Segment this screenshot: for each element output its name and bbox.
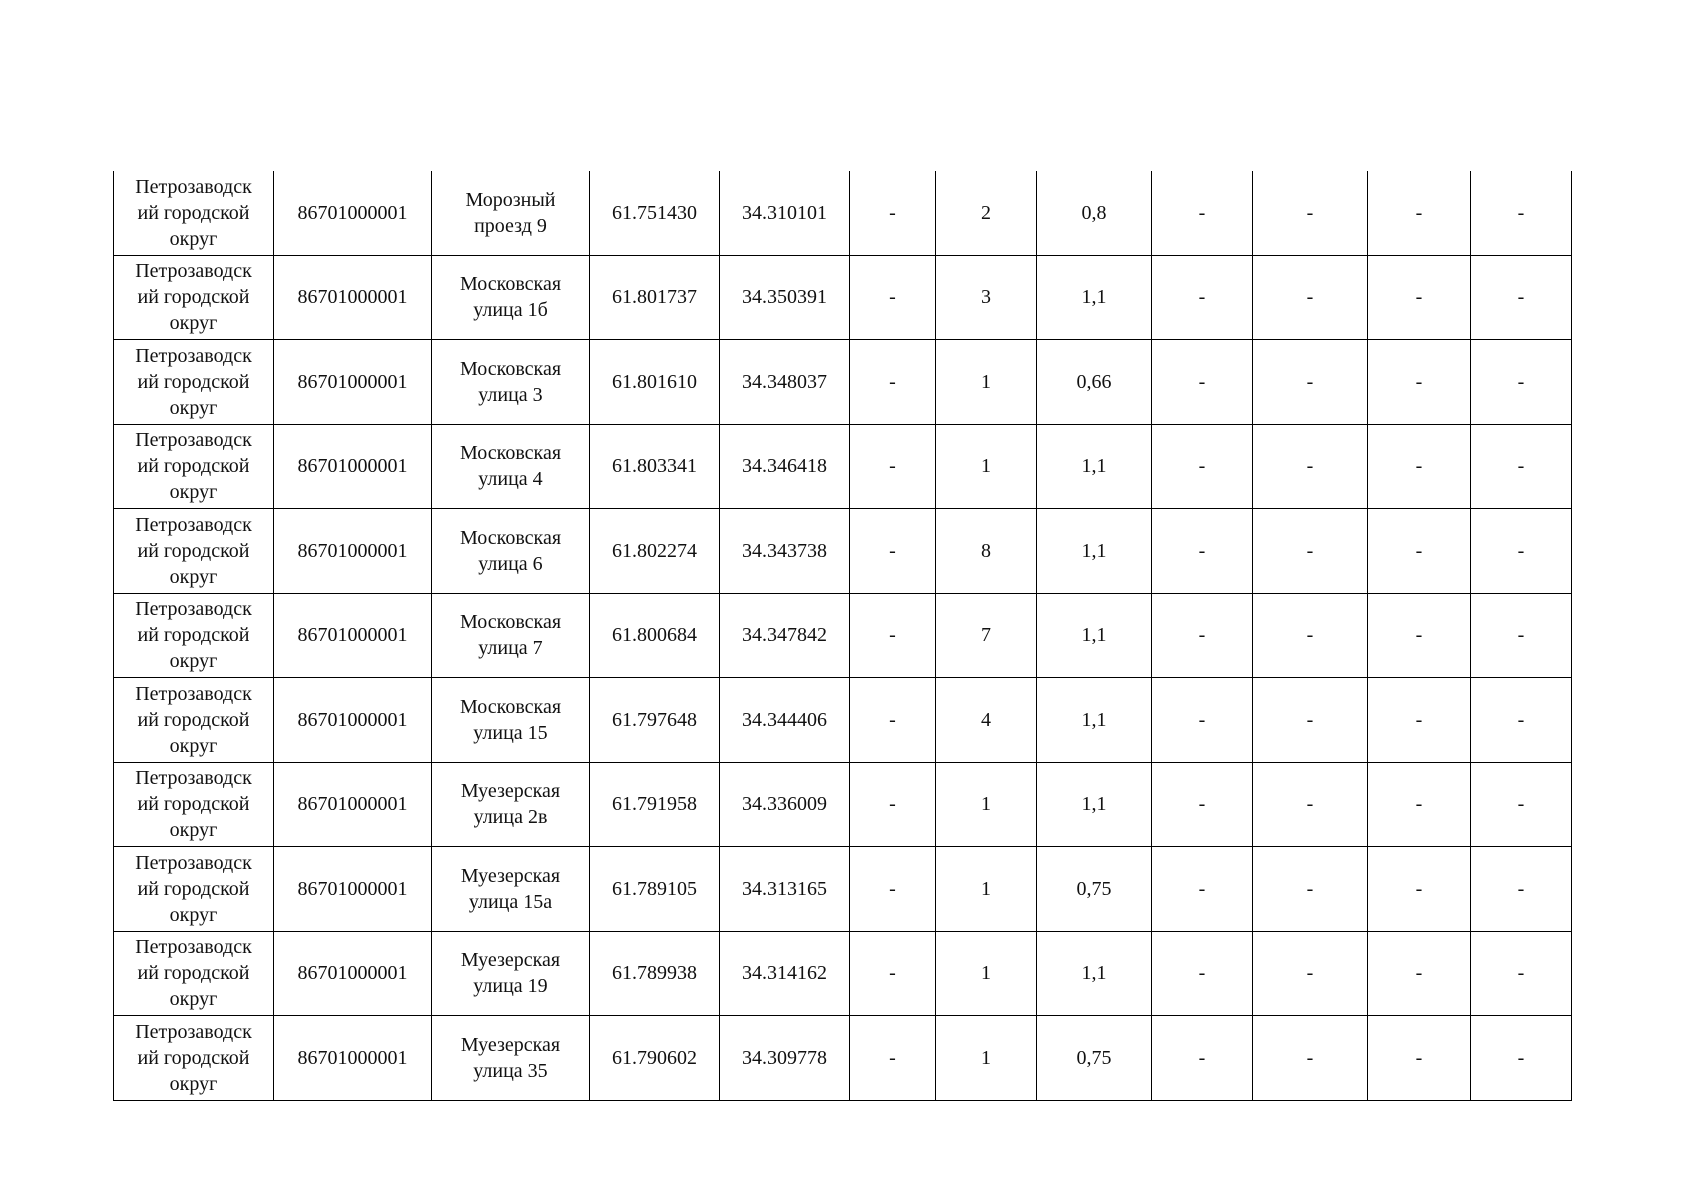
latitude-cell xyxy=(590,931,720,1016)
column-6-cell xyxy=(850,255,936,340)
column-6-cell xyxy=(850,509,936,594)
volume-cell xyxy=(1037,255,1152,340)
container-count-cell xyxy=(936,1016,1037,1101)
volume-cell xyxy=(1037,509,1152,594)
longitude-cell xyxy=(720,255,850,340)
column-9-cell xyxy=(1152,1016,1253,1101)
cell-text: Морозный проезд 9 xyxy=(465,188,556,237)
cell-text: - xyxy=(1415,455,1423,478)
column-11-cell xyxy=(1368,424,1471,509)
oktmo-code-cell xyxy=(274,1016,432,1101)
cell-text: - xyxy=(1415,201,1423,224)
address-cell xyxy=(432,424,590,509)
volume-cell xyxy=(1037,1016,1152,1101)
cell-text: - xyxy=(1517,201,1525,224)
address-cell xyxy=(432,509,590,594)
cell-text: 86701000001 xyxy=(297,793,408,816)
cell-text: 0,75 xyxy=(1076,1046,1112,1069)
cell-text: Петрозаводск ий городской округ xyxy=(135,1020,252,1095)
cell-text: 61.790602 xyxy=(612,1046,697,1069)
cell-text: - xyxy=(1415,708,1423,731)
column-9-cell xyxy=(1152,509,1253,594)
volume-cell xyxy=(1037,678,1152,763)
cell-text: - xyxy=(889,1046,896,1069)
column-11-cell xyxy=(1368,593,1471,678)
cell-text: 1,1 xyxy=(1081,708,1107,731)
address-cell xyxy=(432,1016,590,1101)
cell-text: - xyxy=(1198,1046,1206,1069)
latitude-cell xyxy=(590,847,720,932)
cell-text: 61.800684 xyxy=(612,624,697,647)
cell-text: Московская улица 3 xyxy=(459,357,562,406)
oktmo-code-cell xyxy=(274,931,432,1016)
cell-text: Муезерская улица 19 xyxy=(460,949,561,998)
cell-text: 34.309778 xyxy=(742,1046,827,1069)
cell-text: Муезерская улица 2в xyxy=(460,780,561,829)
cell-text: - xyxy=(1517,455,1525,478)
cell-text: - xyxy=(1415,370,1423,393)
volume-cell xyxy=(1037,593,1152,678)
cell-text: 86701000001 xyxy=(297,286,408,309)
cell-text: - xyxy=(1306,624,1314,647)
cell-text: 34.314162 xyxy=(742,962,827,985)
container-count-cell xyxy=(936,171,1037,255)
cell-text: - xyxy=(1415,962,1423,985)
cell-text: 34.313165 xyxy=(742,877,827,900)
cell-text: - xyxy=(889,962,896,985)
oktmo-code-cell xyxy=(274,424,432,509)
cell-text: Московская улица 4 xyxy=(459,442,562,491)
cell-text: 0,66 xyxy=(1076,370,1112,393)
cell-text: 61.803341 xyxy=(612,455,697,478)
oktmo-code-cell xyxy=(274,255,432,340)
oktmo-code-cell xyxy=(274,762,432,847)
volume-cell xyxy=(1037,762,1152,847)
volume-cell xyxy=(1037,847,1152,932)
cell-text: 61.789938 xyxy=(612,962,697,985)
column-10-cell xyxy=(1253,1016,1368,1101)
address-cell xyxy=(432,847,590,932)
table-row xyxy=(114,762,1572,847)
volume-cell xyxy=(1037,931,1152,1016)
column-12-cell xyxy=(1471,593,1572,678)
column-11-cell xyxy=(1368,171,1471,255)
cell-text: - xyxy=(889,370,896,393)
municipality-cell xyxy=(114,509,274,594)
cell-text: - xyxy=(1517,962,1525,985)
cell-text: 1,1 xyxy=(1081,539,1107,562)
latitude-cell xyxy=(590,762,720,847)
cell-text: 34.350391 xyxy=(742,286,827,309)
latitude-cell xyxy=(590,1016,720,1101)
column-11-cell xyxy=(1368,1016,1471,1101)
cell-text: - xyxy=(1306,962,1314,985)
volume-cell xyxy=(1037,340,1152,425)
cell-text: - xyxy=(1517,624,1525,647)
latitude-cell xyxy=(590,678,720,763)
column-10-cell xyxy=(1253,847,1368,932)
container-count-cell xyxy=(936,424,1037,509)
longitude-cell xyxy=(720,171,850,255)
column-10-cell xyxy=(1253,171,1368,255)
latitude-cell xyxy=(590,424,720,509)
cell-text: 61.797648 xyxy=(612,708,697,731)
cell-text: - xyxy=(1306,877,1314,900)
cell-text: 34.347842 xyxy=(742,624,827,647)
cell-text: - xyxy=(1415,877,1423,900)
oktmo-code-cell xyxy=(274,340,432,425)
cell-text: 1 xyxy=(981,793,991,816)
municipality-cell xyxy=(114,847,274,932)
column-9-cell xyxy=(1152,762,1253,847)
cell-text: 3 xyxy=(981,286,991,309)
column-11-cell xyxy=(1368,340,1471,425)
cell-text: Московская улица 7 xyxy=(459,611,562,660)
column-10-cell xyxy=(1253,593,1368,678)
cell-text: - xyxy=(889,793,896,816)
latitude-cell xyxy=(590,255,720,340)
cell-text: - xyxy=(889,455,896,478)
cell-text: - xyxy=(1198,455,1206,478)
container-count-cell xyxy=(936,255,1037,340)
municipality-cell xyxy=(114,931,274,1016)
cell-text: 0,8 xyxy=(1081,201,1107,224)
column-11-cell xyxy=(1368,762,1471,847)
column-12-cell xyxy=(1471,847,1572,932)
table-row xyxy=(114,340,1572,425)
cell-text: - xyxy=(1198,877,1206,900)
municipality-cell xyxy=(114,424,274,509)
cell-text: 34.310101 xyxy=(742,201,827,224)
column-10-cell xyxy=(1253,340,1368,425)
oktmo-code-cell xyxy=(274,593,432,678)
column-10-cell xyxy=(1253,509,1368,594)
table-row xyxy=(114,509,1572,594)
column-12-cell xyxy=(1471,1016,1572,1101)
cell-text: - xyxy=(1306,708,1314,731)
column-11-cell xyxy=(1368,509,1471,594)
table-body xyxy=(114,171,1572,1100)
cell-text: - xyxy=(1415,793,1423,816)
container-count-cell xyxy=(936,762,1037,847)
cell-text: - xyxy=(1517,877,1525,900)
cell-text: 61.789105 xyxy=(612,877,697,900)
column-9-cell xyxy=(1152,847,1253,932)
municipality-cell xyxy=(114,340,274,425)
cell-text: - xyxy=(1415,286,1423,309)
cell-text: 1 xyxy=(981,877,991,900)
longitude-cell xyxy=(720,762,850,847)
column-6-cell xyxy=(850,931,936,1016)
cell-text: 7 xyxy=(981,624,991,647)
latitude-cell xyxy=(590,340,720,425)
cell-text: - xyxy=(1198,793,1206,816)
cell-text: 86701000001 xyxy=(297,539,408,562)
column-12-cell xyxy=(1471,171,1572,255)
cell-text: - xyxy=(1517,539,1525,562)
column-10-cell xyxy=(1253,255,1368,340)
oktmo-code-cell xyxy=(274,847,432,932)
cell-text: - xyxy=(889,201,896,224)
latitude-cell xyxy=(590,509,720,594)
cell-text: - xyxy=(889,708,896,731)
cell-text: - xyxy=(1306,455,1314,478)
cell-text: 86701000001 xyxy=(297,1046,408,1069)
cell-text: Петрозаводск ий городской округ xyxy=(135,682,252,757)
column-9-cell xyxy=(1152,593,1253,678)
municipality-cell xyxy=(114,255,274,340)
column-9-cell xyxy=(1152,424,1253,509)
table-row xyxy=(114,593,1572,678)
latitude-cell xyxy=(590,171,720,255)
container-count-cell xyxy=(936,340,1037,425)
cell-text: Муезерская улица 35 xyxy=(460,1033,561,1082)
cell-text: - xyxy=(1306,286,1314,309)
cell-text: 34.346418 xyxy=(742,455,827,478)
cell-text: Московская улица 1б xyxy=(459,273,562,322)
cell-text: 34.343738 xyxy=(742,539,827,562)
cell-text: - xyxy=(1517,1046,1525,1069)
cell-text: - xyxy=(889,877,896,900)
cell-text: Петрозаводск ий городской округ xyxy=(135,344,252,419)
cell-text: 61.801610 xyxy=(612,370,697,393)
cell-text: - xyxy=(1198,539,1206,562)
cell-text: 86701000001 xyxy=(297,877,408,900)
cell-text: 86701000001 xyxy=(297,370,408,393)
longitude-cell xyxy=(720,678,850,763)
cell-text: 61.801737 xyxy=(612,286,697,309)
cell-text: - xyxy=(1306,793,1314,816)
cell-text: 34.348037 xyxy=(742,370,827,393)
column-12-cell xyxy=(1471,340,1572,425)
column-11-cell xyxy=(1368,678,1471,763)
address-cell xyxy=(432,931,590,1016)
municipality-cell xyxy=(114,593,274,678)
longitude-cell xyxy=(720,847,850,932)
cell-text: 34.344406 xyxy=(742,708,827,731)
cell-text: 61.802274 xyxy=(612,539,697,562)
longitude-cell xyxy=(720,1016,850,1101)
cell-text: 1 xyxy=(981,1046,991,1069)
cell-text: - xyxy=(1198,962,1206,985)
cell-text: 1,1 xyxy=(1081,624,1107,647)
table-row xyxy=(114,847,1572,932)
longitude-cell xyxy=(720,509,850,594)
cell-text: 1,1 xyxy=(1081,962,1107,985)
cell-text: - xyxy=(1415,539,1423,562)
cell-text: 86701000001 xyxy=(297,455,408,478)
column-9-cell xyxy=(1152,171,1253,255)
cell-text: - xyxy=(1306,1046,1314,1069)
cell-text: Петрозаводск ий городской округ xyxy=(135,260,252,335)
cell-text: - xyxy=(1517,708,1525,731)
cell-text: 1 xyxy=(981,962,991,985)
cell-text: - xyxy=(1306,370,1314,393)
longitude-cell xyxy=(720,593,850,678)
column-11-cell xyxy=(1368,255,1471,340)
longitude-cell xyxy=(720,340,850,425)
cell-text: - xyxy=(1517,793,1525,816)
table-row xyxy=(114,678,1572,763)
cell-text: Петрозаводск ий городской округ xyxy=(135,429,252,504)
latitude-cell xyxy=(590,593,720,678)
cell-text: Петрозаводск ий городской округ xyxy=(135,936,252,1011)
column-9-cell xyxy=(1152,931,1253,1016)
cell-text: Петрозаводск ий городской округ xyxy=(135,767,252,842)
cell-text: 61.791958 xyxy=(612,793,697,816)
column-6-cell xyxy=(850,1016,936,1101)
cell-text: 0,75 xyxy=(1076,877,1112,900)
cell-text: - xyxy=(1198,286,1206,309)
data-table xyxy=(113,171,1572,1101)
column-12-cell xyxy=(1471,762,1572,847)
column-10-cell xyxy=(1253,424,1368,509)
cell-text: - xyxy=(889,286,896,309)
cell-text: - xyxy=(1306,201,1314,224)
container-count-cell xyxy=(936,509,1037,594)
cell-text: Московская улица 6 xyxy=(459,526,562,575)
cell-text: 86701000001 xyxy=(297,624,408,647)
cell-text: - xyxy=(1306,539,1314,562)
cell-text: - xyxy=(1198,370,1206,393)
column-6-cell xyxy=(850,340,936,425)
cell-text: 61.751430 xyxy=(612,201,697,224)
table-row xyxy=(114,1016,1572,1101)
cell-text: 34.336009 xyxy=(742,793,827,816)
address-cell xyxy=(432,678,590,763)
column-6-cell xyxy=(850,847,936,932)
address-cell xyxy=(432,762,590,847)
table-row xyxy=(114,171,1572,255)
column-12-cell xyxy=(1471,255,1572,340)
column-10-cell xyxy=(1253,762,1368,847)
address-cell xyxy=(432,171,590,255)
address-cell xyxy=(432,593,590,678)
cell-text: Московская улица 15 xyxy=(459,695,562,744)
table-row xyxy=(114,255,1572,340)
volume-cell xyxy=(1037,171,1152,255)
cell-text: 86701000001 xyxy=(297,962,408,985)
volume-cell xyxy=(1037,424,1152,509)
column-12-cell xyxy=(1471,424,1572,509)
oktmo-code-cell xyxy=(274,509,432,594)
table-row xyxy=(114,931,1572,1016)
cell-text: 1 xyxy=(981,370,991,393)
cell-text: 1,1 xyxy=(1081,793,1107,816)
table-row xyxy=(114,424,1572,509)
cell-text: Петрозаводск ий городской округ xyxy=(135,851,252,926)
column-10-cell xyxy=(1253,678,1368,763)
cell-text: - xyxy=(1198,708,1206,731)
column-9-cell xyxy=(1152,678,1253,763)
municipality-cell xyxy=(114,678,274,763)
column-6-cell xyxy=(850,171,936,255)
cell-text: - xyxy=(889,624,896,647)
cell-text: - xyxy=(889,539,896,562)
cell-text: Петрозаводск ий городской округ xyxy=(135,598,252,673)
oktmo-code-cell xyxy=(274,171,432,255)
column-10-cell xyxy=(1253,931,1368,1016)
longitude-cell xyxy=(720,424,850,509)
column-6-cell xyxy=(850,762,936,847)
column-6-cell xyxy=(850,678,936,763)
column-6-cell xyxy=(850,424,936,509)
column-9-cell xyxy=(1152,340,1253,425)
container-count-cell xyxy=(936,678,1037,763)
cell-text: - xyxy=(1517,370,1525,393)
municipality-cell xyxy=(114,1016,274,1101)
column-6-cell xyxy=(850,593,936,678)
cell-text: - xyxy=(1415,1046,1423,1069)
column-11-cell xyxy=(1368,931,1471,1016)
cell-text: Петрозаводск ий городской округ xyxy=(135,513,252,588)
cell-text: - xyxy=(1198,624,1206,647)
column-12-cell xyxy=(1471,509,1572,594)
address-cell xyxy=(432,255,590,340)
cell-text: 8 xyxy=(981,539,991,562)
longitude-cell xyxy=(720,931,850,1016)
container-count-cell xyxy=(936,593,1037,678)
cell-text: 4 xyxy=(981,708,991,731)
cell-text: 86701000001 xyxy=(297,201,408,224)
cell-text: 2 xyxy=(981,201,991,224)
municipality-cell xyxy=(114,762,274,847)
cell-text: 1 xyxy=(981,455,991,478)
address-cell xyxy=(432,340,590,425)
cell-text: 1,1 xyxy=(1081,455,1107,478)
container-count-cell xyxy=(936,931,1037,1016)
cell-text: Петрозаводск ий городской округ xyxy=(135,175,252,250)
column-9-cell xyxy=(1152,255,1253,340)
oktmo-code-cell xyxy=(274,678,432,763)
municipality-cell xyxy=(114,171,274,255)
cell-text: Муезерская улица 15а xyxy=(460,864,561,913)
cell-text: - xyxy=(1517,286,1525,309)
cell-text: 86701000001 xyxy=(297,708,408,731)
column-11-cell xyxy=(1368,847,1471,932)
column-12-cell xyxy=(1471,931,1572,1016)
cell-text: 1,1 xyxy=(1081,286,1107,309)
container-count-cell xyxy=(936,847,1037,932)
cell-text: - xyxy=(1415,624,1423,647)
cell-text: - xyxy=(1198,201,1206,224)
column-12-cell xyxy=(1471,678,1572,763)
